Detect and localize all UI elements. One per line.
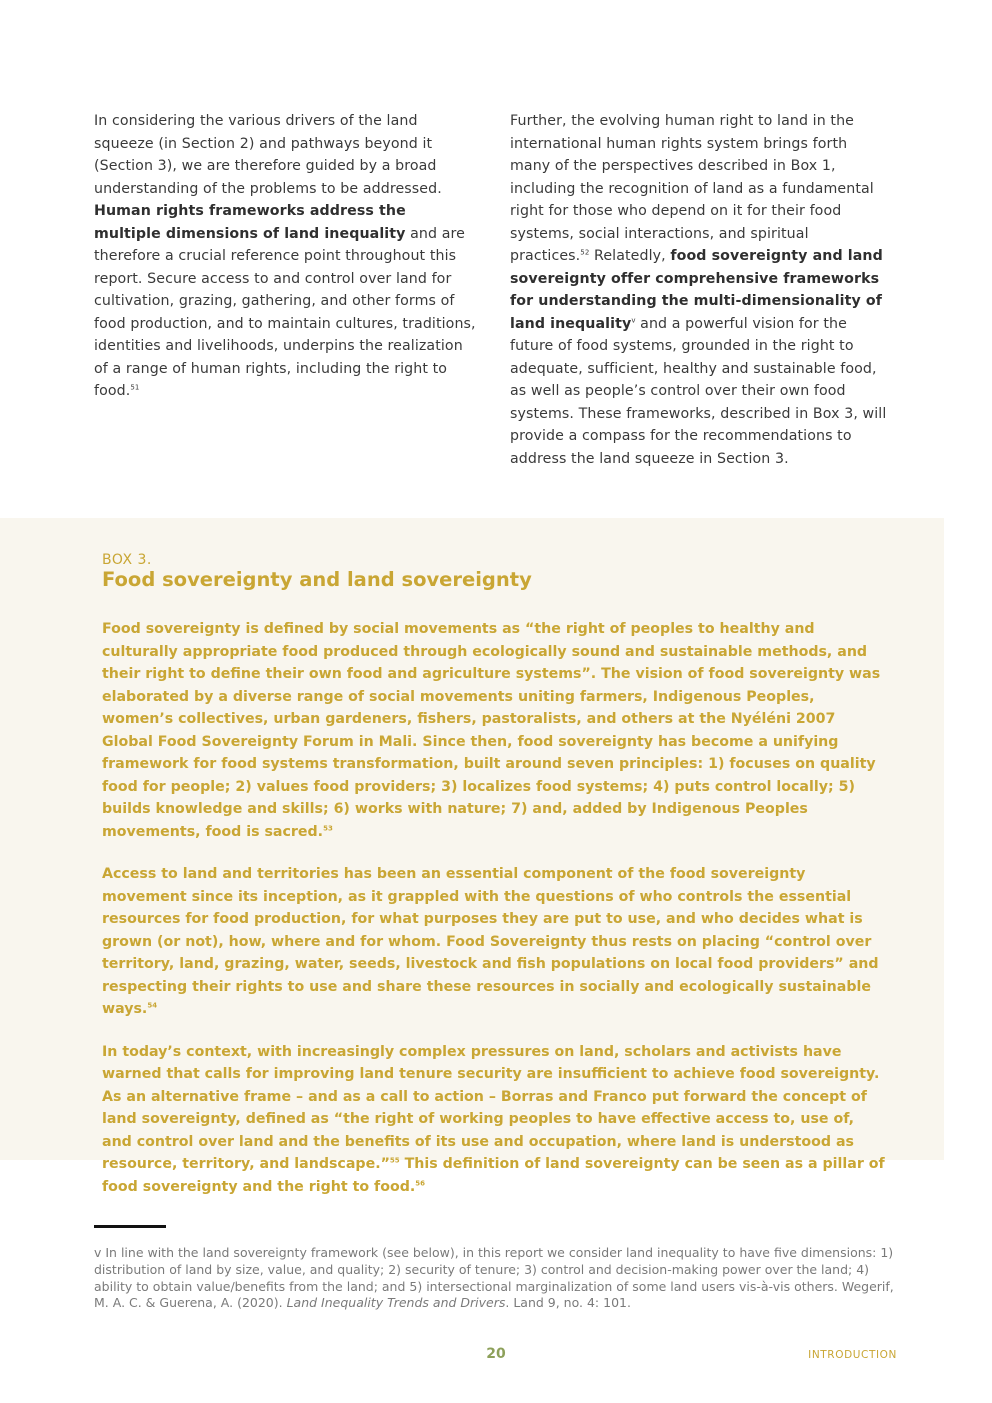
box-paragraph: Access to land and territories has been an essential component of the food sovereignty movement since its inception, as it grappled with the questions of who controls the essential resources for food production, for what purposes they are put to use, and who decides what is grown (or not), how, where and for whom. Food Sovereignty thus rests on placing “control over territory, land, grazing, water, seeds, livestock and fish populations on local food providers” and respecting their rights to use and share these resources in socially and ecologically sustainable ways.$^{54}$ [102, 866, 879, 1017]
section-running-head: INTRODUCTION [808, 1349, 897, 1361]
footnote-ref[interactable]: v [631, 315, 636, 324]
cited-title: Land Inequality Trends and Drivers [286, 1295, 506, 1311]
box-paragraph: Food sovereignty is defined by social movements as “the right of peoples to healthy and culturally appropriate food produced through ecologically sound and sustainable methods, and their right to define their own food and agriculture systems”. The vision of food sovereignty was elaborated by a diverse range of social movements uniting farmers, Indigenous Peoples, women’s collectives, urban gardeners, fishers, pastoralists, and others at the Nyéléni 2007 Global Food Sovereignty Forum in Mali. Since then, food sovereignty has become a unifying framework for food systems transformation, built around seven principles: 1) focuses on quality food for people; 2) values food providers; 3) localizes food systems; 4) puts control locally; 5) builds knowledge and skills; 6) works with nature; 7) and, added by Indigenous Peoples movements, food is sacred.$^{53}$ [102, 621, 881, 840]
footnote: v In line with the land sovereignty framework (see below), in this report we consider land inequality to have five dimensions: 1) distribution of land by size, value, and quality; 2) security of tenure; 3) control and decision-making power over the land; 4) ability to obtain value/benefits from the land; and 5) intersectional marginalization of some land users vis-à-vis others. Wegerif, M. A. C. & Guerena, A. (2020). Land Inequality Trends and Drivers. Land 9, no. 4: 101. [94, 1245, 894, 1311]
left-column [94, 110, 476, 403]
box-paragraph: In today’s context, with increasingly complex pressures on land, scholars and activists have warned that calls for improving land tenure security are insufficient to achieve food sovereignty. As an alternative frame – and as a call to action – Borras and Franco put forward the concept of land sovereignty, defined as “the right of working peoples to have effective access to, use of, and control over land and the benefits of its use and occupation, where land is understood as resource, territory, and landscape.”$^{55}$ This definition of land sovereignty can be seen as a pillar of food sovereignty and the right to food.$^{56}$ [102, 1043, 885, 1195]
endnote-ref[interactable]: 52 [580, 248, 590, 257]
endnote-ref[interactable]: 54 [147, 1001, 158, 1010]
page-number: 20 [486, 1346, 506, 1362]
footnote-divider [94, 1225, 166, 1228]
box-body [102, 618, 888, 1198]
endnote-ref[interactable]: 53 [323, 823, 333, 832]
box-label: BOX 3. [102, 552, 152, 568]
bold-statement: food sovereignty and land sovereignty offer comprehensive frameworks for understanding the multi-dimensionality of land inequality [510, 248, 883, 332]
endnote-ref[interactable]: 51 [130, 383, 140, 392]
box-title: Food sovereignty and land sovereignty [102, 568, 532, 591]
frameworks-paragraph: Further, the evolving human right to land in the international human rights system brings forth many of the perspectives described in Box 1, including the recognition of land as a fundamental right for those who depend on it for their food systems, social interactions, and spiritual practices.$^{52}$ Relatedly, food sovereignty and land sovereignty offer comprehensive frameworks for understanding the multi-dimensionality of land inequality$^v$ and a powerful vision for the future of food systems, grounded in the right to adequate, sufficient, healthy and sustainable food, as well as people’s control over their own food systems. These frameworks, described in Box 3, will provide a compass for the recommendations to address the land squeeze in Section 3. [510, 113, 887, 467]
endnote-ref[interactable]: 56 [415, 1178, 426, 1187]
intro-paragraph: In considering the various drivers of the land squeeze (in Section 2) and pathways beyond it (Section 3), we are therefore guided by a broad understanding of the problems to be addressed. Human rights frameworks address the multiple dimensions of land inequality and are therefore a crucial reference point throughout this report. Secure access to and control over land for cultivation, grazing, gathering, and other forms of food production, and to maintain cultures, traditions, identities and livelihoods, underpins the realization of a range of human rights, including the right to food.$^{51}$ [94, 113, 476, 399]
bold-statement: Human rights frameworks address the multiple dimensions of land inequality [94, 203, 406, 242]
endnote-ref[interactable]: 55 [389, 1156, 400, 1165]
right-column [510, 110, 890, 470]
